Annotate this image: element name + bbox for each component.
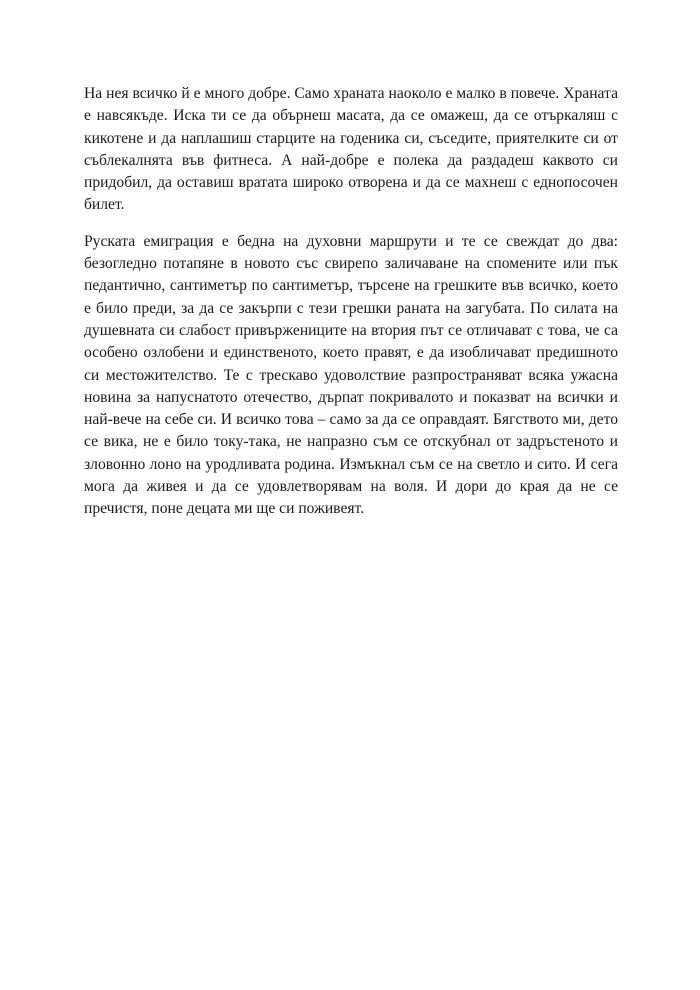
text-body — [84, 83, 618, 521]
paragraph-2: Руската емиграция е бедна на духовни маршрути и те се свеждат до два: безогледно потапяне в новото със свирепо заличаване на спомените или пък педантично, сантиметър по сантиметър, търсене на грешките във всичко, което е било преди, за да се закърпи с тези грешки раната на загубата. По силата на душевната си слабост привържениците на втория път се отличават с това, че са особено озлобени и единственото, което правят, е да изобличават предишното си местожителство. Те с трескаво удоволствие разпространяват всяка ужасна новина за напуснатото отечество, дърпат покривалото и показват на всички и най-вече на себе си. И всичко това – само за да се оправдаят. Бягството ми, дето се вика, не е било току-така, не напразно съм се отскубнал от задръстеното и зловонно лоно на уродливата родина. Измъкнал съм се на светло и сито. И сега мога да живея и да се удовлетворявам на воля. И дори до края да не се пречистя, поне децата ми ще си поживеят. — [84, 232, 618, 518]
paragraph-1: На нея всичко й е много добре. Само храната наоколо е малко в повече. Храната е навсякъде. Иска ти се да обърнеш масата, да се омажеш, да се отъркаляш с кикотене и да наплашиш старците на годеника си, съседите, приятелките си от съблекалнята във фитнеса. А най-добре е полека да раздадеш каквото си придобил, да оставиш вратата широко отворена и да се махнеш с еднопосочен билет. — [84, 85, 618, 214]
